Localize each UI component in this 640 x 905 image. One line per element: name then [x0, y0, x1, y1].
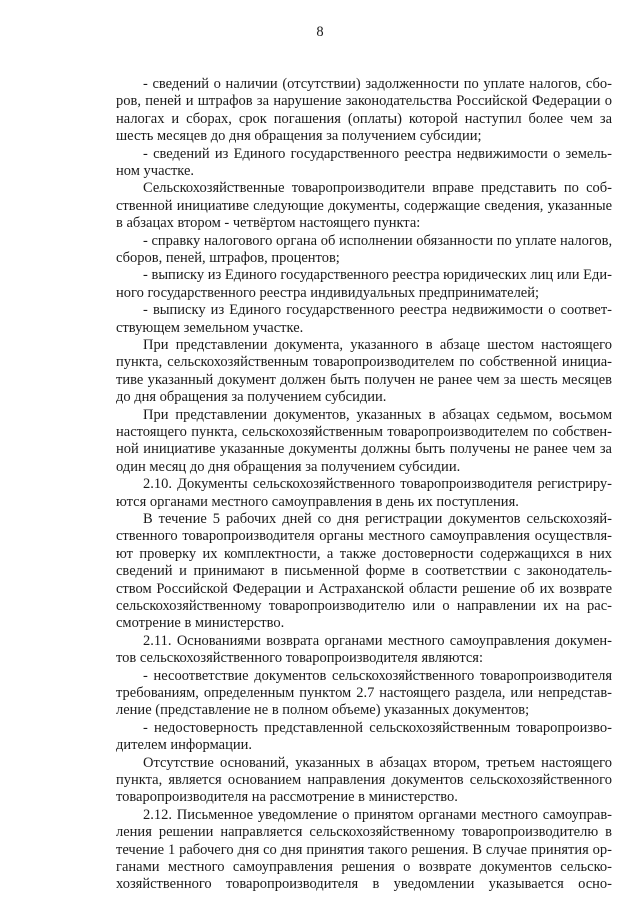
text-line: ров, пеней и штрафов за нарушение законодательства Российской Федерации о [116, 93, 612, 110]
text-line: один месяц до дня обращения за получением субсидии. [116, 458, 461, 475]
text-line: - выписку из Единого государственного реестра недвижимости о соответ- [143, 302, 612, 319]
text-line: При представлении документа, указанного в абзаце шестом настоящего [143, 337, 612, 353]
text-line: При представлении документов, указанных в абзацах седьмом, восьмом [143, 406, 612, 423]
text-line: налогах и сборах, срок погашения (оплаты) которой наступил более чем за [116, 110, 612, 127]
text-line: Отсутствие оснований, указанных в абзацах втором, третьем настоящего [143, 754, 612, 771]
text-line: - выписку из Единого государственного реестра юридических лиц или Еди- [143, 267, 612, 284]
text-line: хозяйственного товаропроизводителя в уведомлении указывается осно- [116, 876, 612, 893]
text-line: - справку налогового органа об исполнении обязанности по уплате налогов, [143, 232, 612, 249]
text-line: 2.12. Письменное уведомление о принятом органами местного самоуправ- [143, 806, 612, 823]
text-line: товаропроизводителя на рассмотрение в министерство. [116, 789, 458, 806]
text-line: настоящего пункта, сельскохозяйственным товаропроизводителем по собствен- [116, 424, 612, 440]
text-line: ством Российской Федерации и Астраханской области решение об их возврате [116, 580, 612, 597]
text-line: тов сельскохозяйственного товаропроизводителя являются: [116, 650, 483, 667]
text-line: сельскохозяйственному товаропроизводителю или о направлении их на рас- [116, 598, 612, 614]
text-line: течение 1 рабочего дня со дня принятия такого решения. В случае принятия ор- [116, 841, 612, 858]
text-line: 2.10. Документы сельскохозяйственного товаропроизводителя регистриру- [143, 476, 612, 493]
page-number: 8 [316, 24, 324, 40]
text-line: ном участке. [116, 163, 195, 179]
text-line: требованиям, определенным пунктом 2.7 настоящего раздела, или непредстав- [116, 685, 612, 701]
text-line: ют проверку их комплектности, а также достоверности содержащихся в них [116, 545, 612, 562]
text-line: пункта, является основанием направления документов сельскохозяйственного [116, 772, 612, 788]
text-line: - недостоверность представленной сельскохозяйственным товаропроизво- [143, 719, 612, 736]
text-line: ной инициативе указанные документы должны быть получены не ранее чем за [116, 441, 612, 458]
text-line: до дня обращения за получением субсидии. [116, 389, 387, 406]
text-line: шесть месяцев до дня обращения за получением субсидии; [116, 128, 482, 145]
text-line: сборов, пеней, штрафов, процентов; [116, 250, 340, 266]
text-line: Сельскохозяйственные товаропроизводители вправе представить по соб- [143, 180, 612, 197]
text-line: ются органами местного самоуправления в день их поступления. [116, 493, 519, 510]
text-line: - сведений о наличии (отсутствии) задолженности по уплате налогов, сбо- [143, 76, 612, 92]
text-line: дителем информации. [116, 737, 252, 754]
text-line: ствующем земельном участке. [116, 319, 304, 336]
text-line: сведений и принимают в письменной форме в соответствии с законодатель- [116, 563, 612, 580]
text-line: смотрение в министерство. [116, 615, 285, 632]
text-line: ление (представление не в полном объеме) указанных документов; [116, 702, 530, 719]
text-line: тиве указанный документ должен быть получен не ранее чем за шесть месяцев [116, 371, 612, 388]
text-line: - сведений из Единого государственного реестра недвижимости о земель- [143, 145, 612, 162]
text-line: В течение 5 рабочих дней со дня регистрации документов сельскохозяй- [143, 511, 612, 527]
text-line: пункта, сельскохозяйственным товаропроизводителем по собственной инициа- [116, 354, 612, 371]
text-line: ственного товаропроизводителя органы местного самоуправления осуществля- [116, 528, 612, 545]
text-line: ного государственного реестра индивидуальных предпринимателей; [116, 284, 540, 301]
text-line: 2.11. Основаниями возврата органами местного самоуправления докумен- [143, 632, 612, 649]
text-line: - несоответствие документов сельскохозяйственного товаропроизводителя [143, 667, 612, 684]
text-line: ственной инициативе следующие документы, содержащие сведения, указанные [116, 197, 612, 214]
text-line: ления решении направляется сельскохозяйственному товаропроизводителю в [116, 824, 612, 841]
text-line: ганами местного самоуправления решения о возврате документов сельско- [116, 859, 612, 875]
text-line: в абзацах втором - четвёртом настоящего пункта: [116, 215, 421, 232]
